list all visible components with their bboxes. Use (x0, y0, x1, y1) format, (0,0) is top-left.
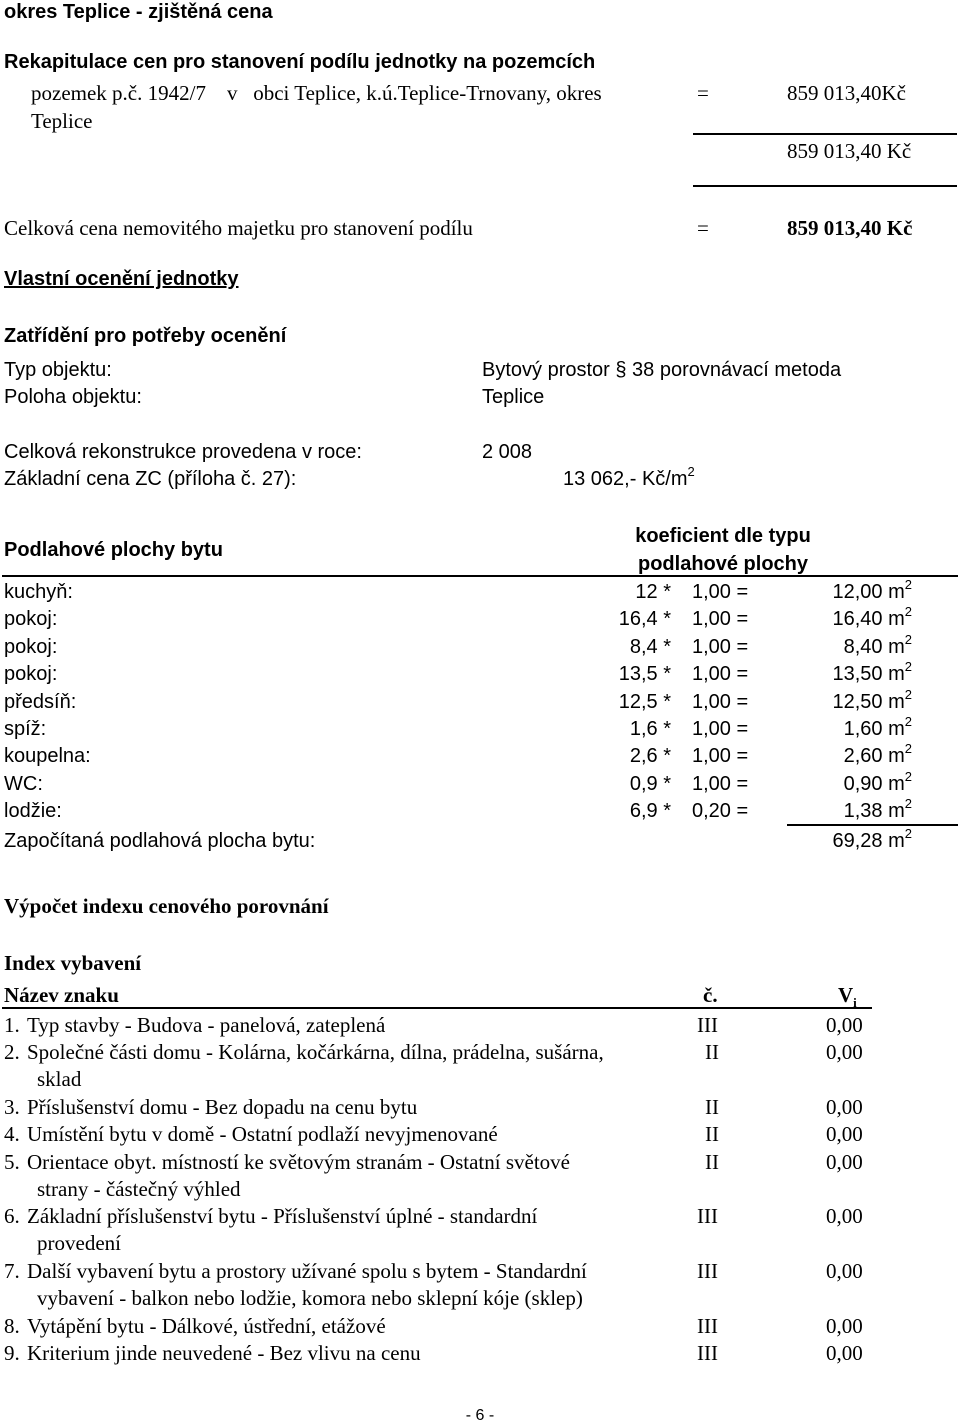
index-item-class: III (697, 1204, 718, 1228)
page-number: - 6 - (465, 1407, 495, 1424)
area-row-result (843, 714, 912, 740)
area-row-result (832, 659, 912, 685)
area-row-coef: 1,00 = (692, 663, 749, 685)
parcel-equals: = (697, 81, 709, 105)
area-row-unit-sup: 2 (904, 604, 912, 620)
area-row-coef: 1,00 = (692, 745, 749, 767)
recap-title: Rekapitulace cen pro stanovení podílu jednotky na pozemcích (4, 51, 596, 73)
area-row-unit: m (888, 773, 905, 795)
col-v-header (838, 983, 857, 1011)
area-row-coef: 1,00 = (692, 773, 749, 795)
area-row-label: lodžie: (4, 800, 62, 822)
index-item-value: 0,00 (826, 1013, 863, 1037)
area-row-area: 1,6 * (629, 718, 671, 740)
index-item-text: sklad (37, 1067, 82, 1091)
area-row-area: 8,4 * (629, 636, 671, 658)
area-row-result-value: 16,40 (832, 608, 883, 630)
area-row-coef: 1,00 = (692, 718, 749, 740)
col-name-header: Název znaku (4, 983, 119, 1007)
index-item-class: II (705, 1150, 719, 1174)
index-item-text: provedení (37, 1231, 121, 1255)
area-row-result-value: 1,38 (843, 800, 883, 822)
area-row-unit-sup: 2 (904, 577, 912, 593)
index-item-class: II (705, 1122, 719, 1146)
col-class-header: č. (703, 983, 718, 1007)
area-row-unit: m (888, 636, 905, 658)
area-row-unit: m (888, 745, 905, 767)
index-item-text: Umístění bytu v domě - Ostatní podlaží nevyjmenované (27, 1122, 498, 1146)
index-item-text: Další vybavení bytu a prostory užívané spolu s bytem - Standardní (27, 1259, 587, 1283)
area-row-area: 12,5 * (618, 691, 671, 713)
index-item-number: 9. (4, 1341, 20, 1365)
areas-total-label: Započítaná podlahová plocha bytu: (4, 830, 316, 852)
area-row-label: pokoj: (4, 608, 58, 630)
area-row-label: WC: (4, 773, 43, 795)
total-equals: = (697, 216, 709, 240)
index-item-text: strany - částečný výhled (37, 1177, 241, 1201)
index-item-class: III (697, 1341, 718, 1365)
index-item-class: II (705, 1040, 719, 1064)
area-row-result (843, 769, 912, 795)
area-row-label: koupelna: (4, 745, 91, 767)
location-label: Poloha objektu: (4, 386, 142, 408)
area-row-unit-sup: 2 (904, 796, 912, 812)
area-row-unit: m (888, 581, 905, 603)
base-price-label: Základní cena ZC (příloha č. 27): (4, 468, 297, 490)
reconstruction-label: Celková rekonstrukce provedena v roce: (4, 441, 362, 463)
area-row-area: 6,9 * (629, 800, 671, 822)
area-row-coef: 0,20 = (692, 800, 749, 822)
area-row-result-value: 13,50 (832, 663, 883, 685)
areas-heading: Podlahové plochy bytu (4, 539, 223, 561)
index-item-text: Vytápění bytu - Dálkové, ústřední, etážové (27, 1314, 386, 1338)
area-row-result-value: 8,40 (843, 636, 883, 658)
coef-header-2: podlahové plochy (637, 553, 809, 575)
index-item-number: 3. (4, 1095, 20, 1119)
area-row-unit-sup: 2 (904, 769, 912, 785)
areas-total-unit: m (888, 830, 905, 852)
area-row-label: předsíň: (4, 691, 77, 713)
area-row-result (832, 687, 912, 713)
index-item-number: 6. (4, 1204, 20, 1228)
areas-total-unit-sup: 2 (904, 826, 912, 842)
area-row-unit-sup: 2 (904, 741, 912, 757)
index-item-class: II (705, 1095, 719, 1119)
area-row-unit: m (888, 800, 905, 822)
area-row-result-value: 12,50 (832, 691, 883, 713)
area-row-coef: 1,00 = (692, 608, 749, 630)
type-value: Bytový prostor § 38 porovnávací metoda (482, 359, 842, 381)
areas-total-value: 69,28 (832, 830, 883, 852)
total-value: 859 013,40 Kč (787, 216, 913, 240)
area-row-result-value: 12,00 (832, 581, 883, 603)
index-item-value: 0,00 (826, 1259, 863, 1283)
parcel-value: 859 013,40Kč (787, 81, 906, 105)
area-row-result-value: 0,90 (843, 773, 883, 795)
base-price-value: 13 062,- Kč/m (563, 468, 688, 490)
index-item-value: 0,00 (826, 1204, 863, 1228)
area-row-unit: m (888, 608, 905, 630)
area-row-coef: 1,00 = (692, 636, 749, 658)
col-v-sub: i (853, 995, 857, 1011)
base-price-sup: 2 (687, 464, 695, 480)
valuation-heading: Vlastní ocenění jednotky (4, 268, 239, 290)
index-item-value: 0,00 (826, 1150, 863, 1174)
type-label: Typ objektu: (4, 359, 112, 381)
index-header-rule (2, 1007, 872, 1009)
area-row-area: 2,6 * (629, 745, 671, 767)
index-item-number: 5. (4, 1150, 20, 1174)
area-row-area: 0,9 * (629, 773, 671, 795)
index-item-text: Příslušenství domu - Bez dopadu na cenu bytu (27, 1095, 418, 1119)
area-row-label: spíž: (4, 718, 47, 740)
index-item-text: Společné části domu - Kolárna, kočárkárna, dílna, prádelna, sušárna, (27, 1040, 604, 1064)
index-item-number: 2. (4, 1040, 20, 1064)
area-row-label: kuchyň: (4, 581, 73, 603)
parcel-line-1: pozemek p.č. 1942/7 v obci Teplice, k.ú.Teplice-Trnovany, okres (31, 81, 602, 105)
area-row-coef: 1,00 = (692, 691, 749, 713)
area-row-area: 13,5 * (618, 663, 671, 685)
classification-heading: Zatřídění pro potřeby ocenění (4, 325, 287, 347)
area-row-result (832, 577, 912, 603)
index-item-text: Základní příslušenství bytu - Příslušenství úplné - standardní (27, 1204, 538, 1228)
reconstruction-value: 2 008 (482, 441, 533, 463)
subtotal-value: 859 013,40 Kč (787, 139, 912, 163)
area-row-result (843, 632, 912, 658)
location-value: Teplice (482, 386, 545, 408)
areas-total (832, 826, 912, 852)
index-item-number: 4. (4, 1122, 20, 1146)
area-row-result-value: 1,60 (843, 718, 883, 740)
col-v-label: V (838, 983, 854, 1007)
index-item-text: Orientace obyt. místností ke světovým stranám - Ostatní světové (27, 1150, 570, 1174)
area-row-unit-sup: 2 (904, 714, 912, 730)
subtotal-rule (693, 133, 957, 135)
area-row-unit: m (888, 663, 905, 685)
index-item-value: 0,00 (826, 1095, 863, 1119)
index-item-value: 0,00 (826, 1122, 863, 1146)
base-price (563, 464, 695, 490)
area-row-result (843, 796, 912, 822)
page-title: okres Teplice - zjištěná cena (4, 1, 273, 23)
index-subheading: Index vybavení (4, 951, 142, 975)
index-item-text: vybavení - balkon nebo lodžie, komora nebo sklepní kóje (sklep) (37, 1286, 583, 1310)
area-row-result-value: 2,60 (843, 745, 883, 767)
index-heading: Výpočet indexu cenového porovnání (4, 894, 329, 918)
index-item-class: III (697, 1314, 718, 1338)
area-row-unit-sup: 2 (904, 632, 912, 648)
index-item-value: 0,00 (826, 1040, 863, 1064)
area-row-result (832, 604, 912, 630)
area-row-unit: m (888, 718, 905, 740)
index-item-value: 0,00 (826, 1341, 863, 1365)
index-item-text: Kriterium jinde neuvedené - Bez vlivu na cenu (27, 1341, 421, 1365)
area-row-label: pokoj: (4, 636, 58, 658)
area-row-area: 12 * (635, 581, 671, 603)
total-label: Celková cena nemovitého majetku pro stanovení podílu (4, 216, 473, 240)
index-item-number: 8. (4, 1314, 20, 1338)
coef-header-1: koeficient dle typu (635, 525, 811, 547)
index-item-number: 7. (4, 1259, 20, 1283)
area-row-unit-sup: 2 (904, 659, 912, 675)
area-row-unit-sup: 2 (904, 687, 912, 703)
index-item-class: III (697, 1013, 718, 1037)
index-item-value: 0,00 (826, 1314, 863, 1338)
index-item-number: 1. (4, 1013, 20, 1037)
area-row-coef: 1,00 = (692, 581, 749, 603)
subtotal-rule-bottom (693, 185, 957, 187)
areas-header-rule (2, 575, 958, 577)
area-row-unit: m (888, 691, 905, 713)
index-item-text: Typ stavby - Budova - panelová, zateplená (27, 1013, 386, 1037)
area-row-label: pokoj: (4, 663, 58, 685)
index-item-class: III (697, 1259, 718, 1283)
area-row-area: 16,4 * (618, 608, 671, 630)
parcel-line-2: Teplice (31, 109, 93, 133)
areas-total-rule (787, 824, 958, 826)
area-row-result (843, 741, 912, 767)
